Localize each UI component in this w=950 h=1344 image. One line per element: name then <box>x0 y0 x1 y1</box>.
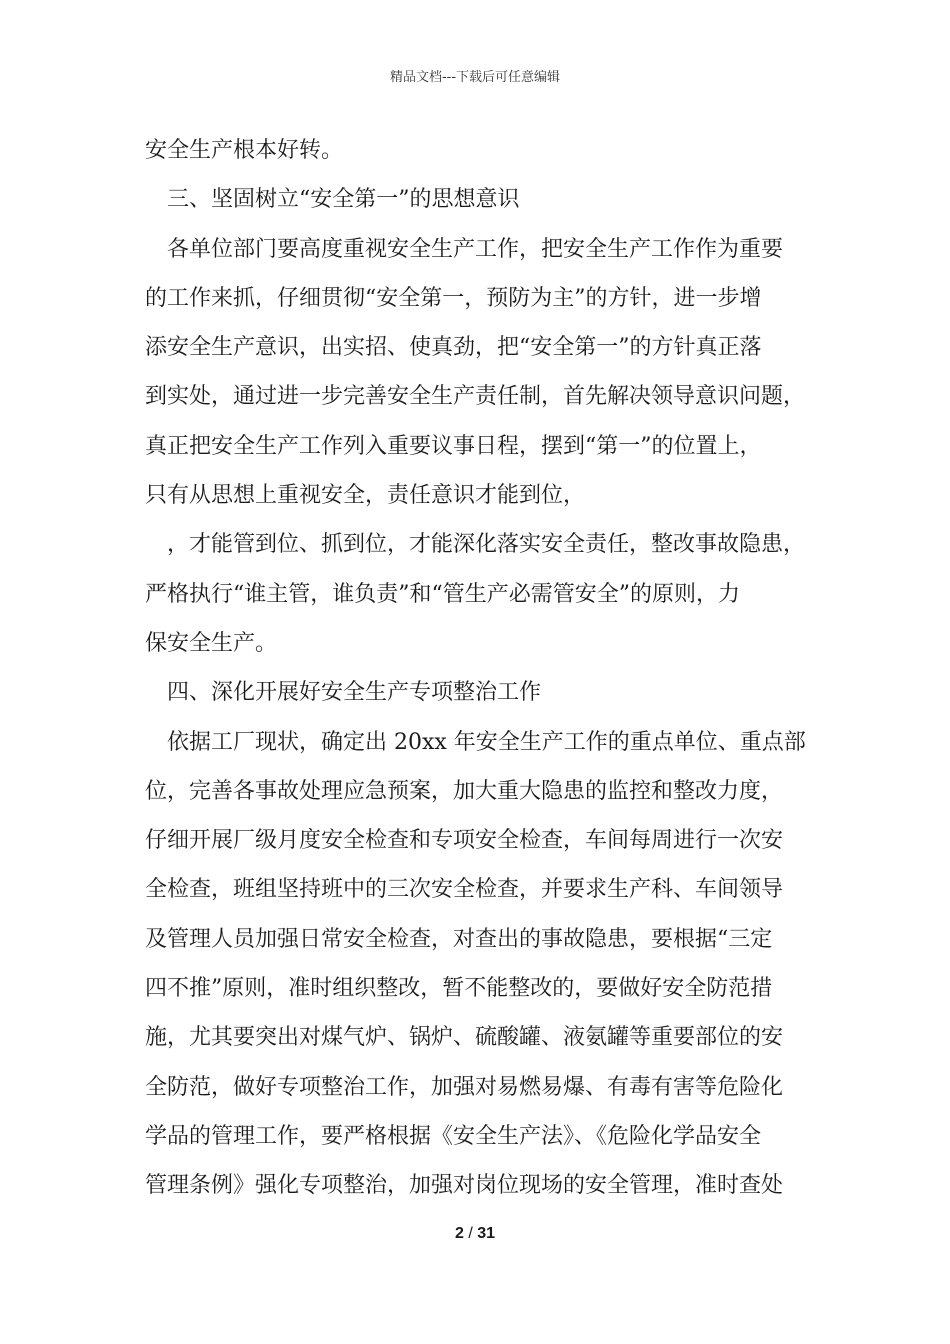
text-line: 全防范，做好专项整治工作，加强对易燃易爆、有毒有害等危险化 <box>145 1074 784 1100</box>
text-line: 安全生产根本好转。 <box>145 138 344 163</box>
text-line: 依据工厂现状，确定出 20xx 年安全生产工作的重点单位、重点部 <box>167 729 806 755</box>
text-line: 位，完善各事故处理应急预案，加大重大隐患的监控和整改力度， <box>145 778 784 804</box>
text-line: 的工作来抓，仔细贯彻“安全第一，预防为主”的方针，进一步增 <box>145 285 762 311</box>
text-line: 各单位部门要高度重视安全生产工作，把安全生产工作作为重要 <box>167 236 784 262</box>
text-line: 学品的管理工作，要严格根据《安全生产法》、《危险化学品安全 <box>145 1123 762 1149</box>
text-line: 全检查，班组坚持班中的三次安全检查，并要求生产科、车间领导 <box>145 877 784 903</box>
page-number <box>0 1225 950 1243</box>
text-line: ，才能管到位、抓到位，才能深化落实安全责任，整改事故隐患， <box>167 532 806 558</box>
text-line: 管理条例》强化专项整治，加强对岗位现场的安全管理，准时查处 <box>145 1173 784 1199</box>
text-line: 保安全生产。 <box>145 630 278 656</box>
text-line: 真正把安全生产工作列入重要议事日程，摆到“第一”的位置上， <box>145 433 762 459</box>
text-line: 及管理人员加强日常安全检查，对查出的事故隐患，要根据“三定 <box>145 926 773 952</box>
text-line: 只有从思想上重视安全，责任意识才能到位， <box>145 483 586 509</box>
document-body <box>145 126 825 1211</box>
text-line: 严格执行“谁主管，谁负责”和“管生产必需管安全”的原则，力 <box>145 581 740 607</box>
text-line: 添安全生产意识，出实招、使真劲，把“安全第一”的方针真正落 <box>145 335 762 361</box>
page-separator: / <box>468 1225 473 1242</box>
text-line: 仔细开展厂级月度安全检查和专项安全检查，车间每周进行一次安 <box>145 828 784 854</box>
text-line: 四不推”原则，准时组织整改，暂不能整改的，要做好安全防范措 <box>145 976 773 1002</box>
page-total: 31 <box>477 1225 496 1242</box>
text-line: 四、深化开展好安全生产专项整治工作 <box>167 680 542 706</box>
text-line: 三、坚固树立“安全第一”的思想意识 <box>167 187 520 213</box>
document-header: 精品文档---下载后可任意编辑 <box>389 70 561 85</box>
text-line: 到实处，通过进一步完善安全生产责任制，首先解决领导意识问题， <box>145 384 806 410</box>
page-current: 2 <box>454 1225 464 1242</box>
text-line: 施，尤其要突出对煤气炉、锅炉、硫酸罐、液氨罐等重要部位的安 <box>145 1025 784 1051</box>
